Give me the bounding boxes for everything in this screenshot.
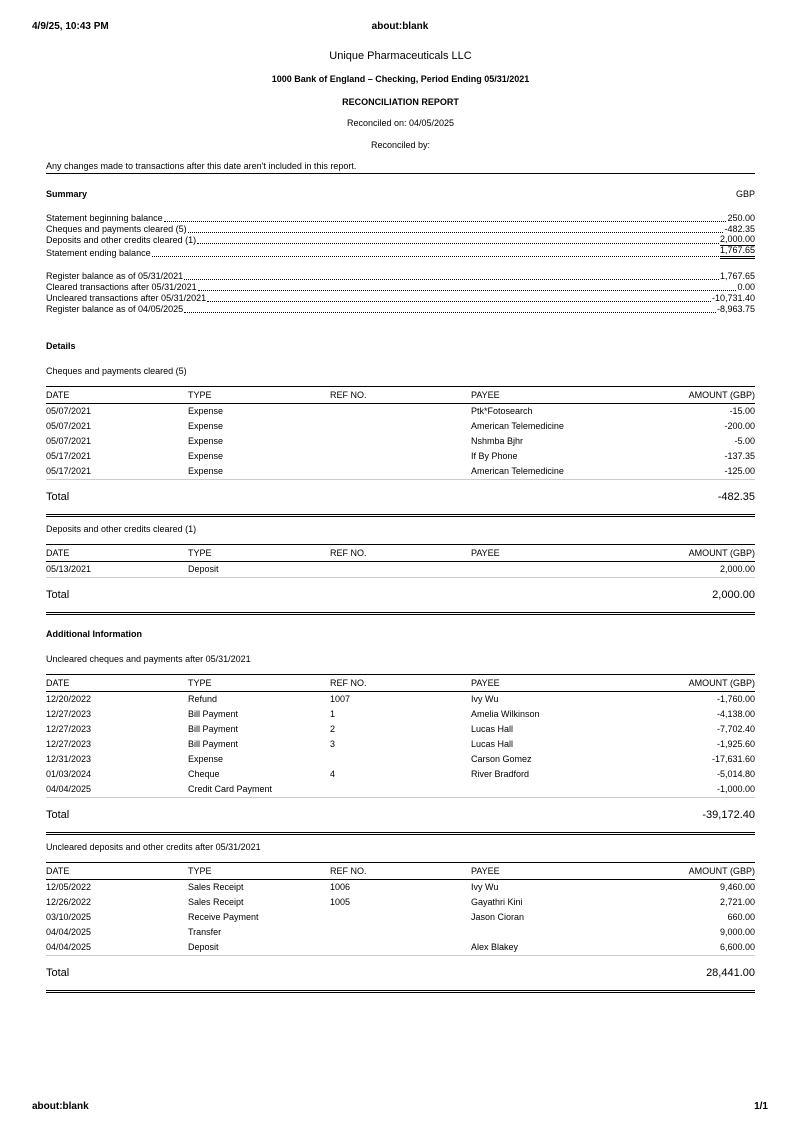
table-row [46, 910, 755, 925]
table-row [46, 737, 755, 752]
table-row [46, 404, 755, 420]
deposits-cleared-total [46, 588, 755, 615]
table-row [46, 782, 755, 798]
summary-value: -8,963.75 [716, 304, 755, 314]
table-row [46, 692, 755, 708]
column-header: DATE [46, 387, 188, 404]
amount-cell: -7,702.40 [716, 724, 755, 734]
total-label: Total [46, 967, 70, 979]
payee-cell: Lucas Hall [471, 724, 514, 734]
total-label: Total [46, 589, 70, 601]
type-cell: Bill Payment [188, 739, 239, 749]
summary-value: 250.00 [727, 213, 755, 223]
leader-dots [207, 300, 711, 302]
type-cell: Sales Receipt [188, 897, 244, 907]
uncleared-cheques-table [46, 674, 755, 798]
date-cell: 12/20/2022 [46, 694, 92, 704]
summary-header [46, 189, 755, 200]
details-title: Details [46, 341, 76, 351]
date-cell: 12/31/2023 [46, 754, 92, 764]
summary-label: Uncleared transactions after 05/31/2021 [46, 293, 207, 303]
amount-cell: -5.00 [734, 436, 755, 446]
amount-cell: -1,760.00 [716, 694, 755, 704]
ref-cell [330, 434, 471, 449]
column-header: REF NO. [330, 675, 471, 692]
column-header: AMOUNT (GBP) [621, 675, 755, 692]
table-row [46, 722, 755, 737]
column-header: TYPE [188, 675, 330, 692]
payee-cell [471, 925, 621, 940]
date-cell: 05/07/2021 [46, 421, 92, 431]
date-cell: 12/27/2023 [46, 724, 92, 734]
summary-row [46, 293, 755, 304]
column-header: TYPE [188, 863, 330, 880]
amount-cell: 2,000.00 [621, 562, 755, 578]
summary-list [46, 213, 755, 315]
column-header: PAYEE [471, 387, 621, 404]
ref-cell [330, 404, 471, 420]
payee-cell [471, 562, 621, 578]
type-cell: Deposit [188, 940, 330, 956]
column-header: PAYEE [471, 545, 621, 562]
leader-dots [198, 289, 737, 291]
summary-row [46, 213, 755, 224]
summary-value: -10,731.40 [711, 293, 755, 303]
report-title: RECONCILIATION REPORT [342, 97, 459, 107]
ref-cell: 3 [330, 739, 336, 749]
date-cell: 05/07/2021 [46, 406, 92, 416]
column-header: TYPE [188, 387, 330, 404]
uncleared-deposits-total [46, 966, 755, 993]
additional-info-title: Additional Information [46, 629, 142, 639]
summary-value: 2,000.00 [719, 234, 755, 244]
amount-cell: -17,631.60 [711, 754, 755, 764]
payee-cell: Ptk*Fotosearch [471, 406, 533, 416]
date-cell: 12/26/2022 [46, 897, 92, 907]
summary-row [46, 224, 755, 235]
type-cell: Bill Payment [188, 724, 239, 734]
ref-cell: 1006 [330, 882, 351, 892]
table-row [46, 767, 755, 782]
leader-dots [152, 255, 719, 257]
leader-dots [184, 278, 719, 280]
date-cell: 05/07/2021 [46, 436, 92, 446]
column-header: DATE [46, 863, 188, 880]
summary-label: Statement ending balance [46, 248, 151, 258]
payee-cell: Ivy Wu [471, 882, 499, 892]
summary-row [46, 282, 755, 293]
ref-cell [330, 752, 471, 767]
payee-cell: Ivy Wu [471, 694, 499, 704]
summary-label: Statement beginning balance [46, 213, 163, 223]
payee-cell: Jason Cioran [471, 912, 525, 922]
payee-cell: Nshmba Bjhr [471, 436, 524, 446]
ref-cell [330, 782, 471, 798]
summary-label: Register balance as of 05/31/2021 [46, 271, 184, 281]
date-cell: 04/04/2025 [46, 782, 188, 798]
column-header: REF NO. [330, 863, 471, 880]
summary-label: Cheques and payments cleared (5) [46, 224, 187, 234]
ref-cell [330, 419, 471, 434]
table-row [46, 895, 755, 910]
payee-cell: River Bradford [471, 769, 530, 779]
deposits-cleared-table [46, 544, 755, 578]
summary-value: -482.35 [724, 224, 755, 234]
column-header: AMOUNT (GBP) [621, 387, 755, 404]
amount-cell: -1,000.00 [621, 782, 755, 798]
summary-label: Deposits and other credits cleared (1) [46, 235, 197, 245]
type-cell: Expense [188, 436, 224, 446]
leader-dots [184, 311, 716, 313]
payee-cell: Alex Blakey [471, 940, 621, 956]
print-timestamp: 4/9/25, 10:43 PM [32, 21, 109, 32]
type-cell: Expense [188, 421, 224, 431]
uncleared-cheques-total [46, 808, 755, 835]
account-title: 1000 Bank of England – Checking, Period Ending 05/31/2021 [271, 74, 530, 84]
ref-cell: 1 [330, 709, 336, 719]
type-cell: Cheque [188, 769, 220, 779]
amount-cell: 9,000.00 [719, 927, 755, 937]
date-cell: 01/03/2024 [46, 769, 92, 779]
summary-value: 1,767.65 [719, 271, 755, 281]
total-label: Total [46, 491, 70, 503]
column-header: DATE [46, 545, 188, 562]
summary-label: Register balance as of 04/05/2025 [46, 304, 184, 314]
date-cell: 03/10/2025 [46, 912, 92, 922]
table-row [46, 925, 755, 940]
summary-row [46, 235, 755, 246]
amount-cell: 2,721.00 [719, 897, 755, 907]
type-cell: Bill Payment [188, 709, 239, 719]
ref-cell [330, 464, 471, 480]
summary-value: 1,767.65 [720, 245, 755, 259]
ref-cell [330, 562, 471, 578]
ref-cell: 2 [330, 724, 336, 734]
column-header: REF NO. [330, 387, 471, 404]
uncleared-cheques-title: Uncleared cheques and payments after 05/31/2021 [46, 654, 251, 664]
company-name: Unique Pharmaceuticals LLC [329, 50, 472, 62]
uncleared-deposits-title: Uncleared deposits and other credits after 05/31/2021 [46, 842, 261, 852]
type-cell: Credit Card Payment [188, 782, 330, 798]
amount-cell: 660.00 [727, 912, 755, 922]
ref-cell: 4 [330, 769, 336, 779]
date-cell: 05/13/2021 [46, 562, 188, 578]
table-row [46, 880, 755, 896]
print-page-title: about:blank [371, 21, 429, 32]
amount-cell: 6,600.00 [621, 940, 755, 956]
summary-row [46, 246, 755, 259]
amount-cell: -137.35 [724, 451, 755, 461]
summary-currency: GBP [735, 189, 755, 199]
ref-cell [330, 925, 471, 940]
date-cell: 12/05/2022 [46, 882, 92, 892]
column-header: AMOUNT (GBP) [621, 863, 755, 880]
deposits-cleared-title: Deposits and other credits cleared (1) [46, 524, 197, 534]
payee-cell: American Telemedicine [471, 421, 564, 431]
type-cell: Sales Receipt [188, 882, 244, 892]
total-value: -39,172.40 [702, 809, 755, 821]
leader-dots [197, 242, 719, 244]
uncleared-deposits-table [46, 862, 755, 956]
total-value: 28,441.00 [706, 967, 755, 979]
type-cell: Refund [188, 694, 218, 704]
table-row [46, 464, 755, 480]
reconciled-on: Reconciled on: 04/05/2025 [346, 118, 455, 128]
payee-cell: American Telemedicine [471, 464, 621, 480]
table-row [46, 449, 755, 464]
column-header: PAYEE [471, 863, 621, 880]
summary-label: Cleared transactions after 05/31/2021 [46, 282, 197, 292]
amount-cell: 9,460.00 [719, 882, 755, 892]
ref-cell: 1007 [330, 694, 351, 704]
payee-cell: Gayathri Kini [471, 897, 523, 907]
amount-cell: -15.00 [729, 406, 755, 416]
column-header: TYPE [188, 545, 330, 562]
column-header: AMOUNT (GBP) [621, 545, 755, 562]
type-cell: Deposit [188, 562, 330, 578]
date-cell: 05/17/2021 [46, 464, 188, 480]
date-cell: 04/04/2025 [46, 940, 188, 956]
print-page-count: 1/1 [754, 1101, 768, 1112]
type-cell: Expense [188, 754, 224, 764]
table-row [46, 707, 755, 722]
leader-dots [164, 220, 727, 222]
date-cell: 12/27/2023 [46, 709, 92, 719]
ref-cell: 1005 [330, 897, 351, 907]
payee-cell: Carson Gomez [471, 754, 532, 764]
reconciliation-report [46, 48, 755, 993]
table-row [46, 419, 755, 434]
summary-title: Summary [46, 189, 88, 199]
total-value: 2,000.00 [712, 589, 755, 601]
total-label: Total [46, 809, 70, 821]
payee-cell [471, 782, 621, 798]
type-cell: Receive Payment [188, 912, 259, 922]
column-header: DATE [46, 675, 188, 692]
type-cell: Expense [188, 464, 330, 480]
amount-cell: -200.00 [724, 421, 755, 431]
total-value: -482.35 [717, 491, 755, 503]
ref-cell [330, 449, 471, 464]
summary-row [46, 304, 755, 315]
print-footer-url: about:blank [32, 1101, 89, 1112]
cheques-cleared-total [46, 490, 755, 517]
table-row [46, 752, 755, 767]
amount-cell: -5,014.80 [716, 769, 755, 779]
payee-cell: If By Phone [471, 451, 518, 461]
cheques-cleared-title: Cheques and payments cleared (5) [46, 366, 187, 376]
column-header: REF NO. [330, 545, 471, 562]
payee-cell: Lucas Hall [471, 739, 514, 749]
ref-cell [330, 910, 471, 925]
reconciled-by: Reconciled by: [370, 140, 431, 150]
table-row [46, 434, 755, 449]
payee-cell: Amelia Wilkinson [471, 709, 540, 719]
type-cell: Transfer [188, 927, 222, 937]
amount-cell: -4,138.00 [716, 709, 755, 719]
date-cell: 12/27/2023 [46, 739, 92, 749]
amount-cell: -1,925.60 [716, 739, 755, 749]
table-row [46, 562, 755, 578]
amount-cell: -125.00 [621, 464, 755, 480]
type-cell: Expense [188, 406, 224, 416]
report-note: Any changes made to transactions after this date aren't included in this report. [46, 161, 755, 174]
ref-cell [330, 940, 471, 956]
summary-row [46, 271, 755, 282]
column-header: PAYEE [471, 675, 621, 692]
cheques-cleared-table [46, 386, 755, 480]
leader-dots [188, 231, 724, 233]
date-cell: 04/04/2025 [46, 927, 92, 937]
summary-value: 0.00 [737, 282, 755, 292]
date-cell: 05/17/2021 [46, 451, 92, 461]
type-cell: Expense [188, 451, 224, 461]
table-row [46, 940, 755, 956]
